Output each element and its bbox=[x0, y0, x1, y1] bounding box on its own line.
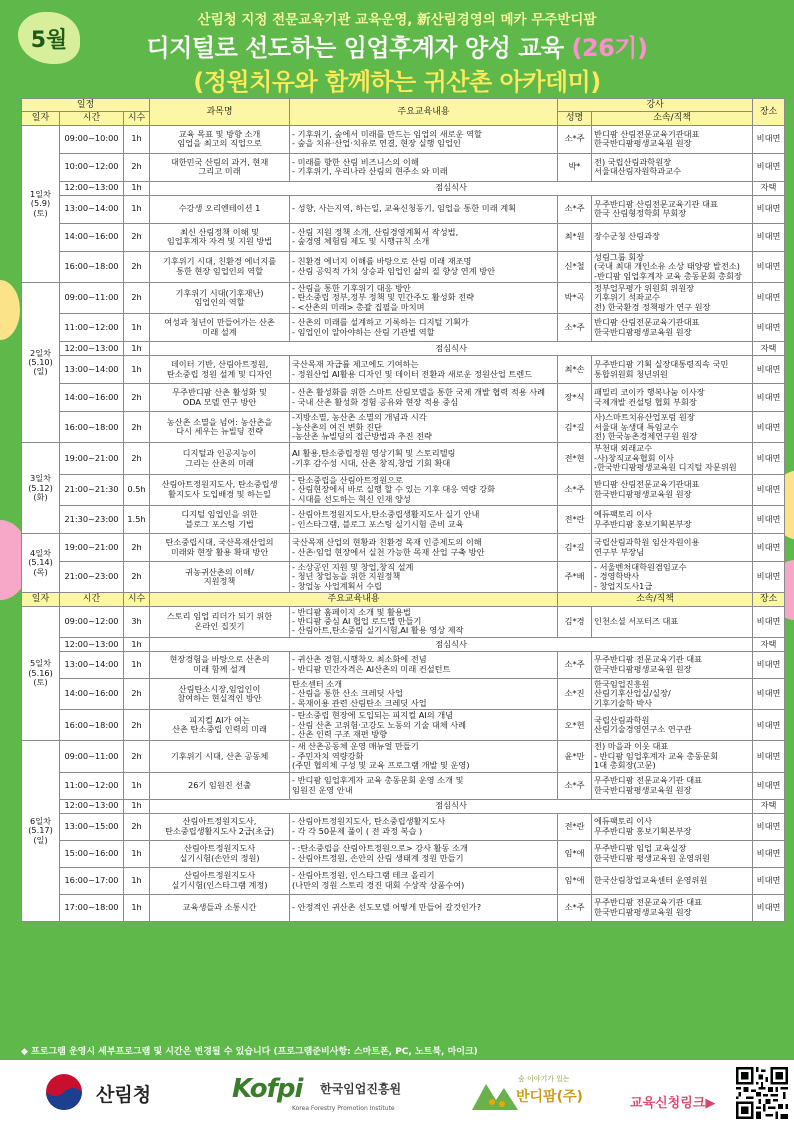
course-cell: 수강생 오리엔테이션 1 bbox=[150, 195, 290, 223]
course-cell: 데이터 기반, 산림아트정원, 탄소중립 정원 설계 및 디자인 bbox=[150, 356, 290, 384]
subhead-affil: 소속/직책 bbox=[558, 593, 753, 606]
header-title-cohort: (26기) bbox=[571, 34, 648, 62]
course-cell: 농산촌 소멸을 넘어: 농산촌을 다시 세우는 뉴빌딩 전략 bbox=[150, 412, 290, 443]
instructor-affil: 패밀리 코이카 행복나눔 이사장 국제개발 컨설팅 협회 부회장 bbox=[592, 384, 753, 412]
instructor-name: 박*곡 bbox=[558, 282, 592, 313]
content-cell: - 안정적인 귀산촌 선도모델 어떻게 만들어 갈것인가? bbox=[290, 894, 558, 921]
place-cell: 비대면 bbox=[753, 384, 785, 412]
table-row bbox=[22, 223, 785, 251]
time-cell: 12:00~13:00 bbox=[60, 342, 124, 356]
content-cell: - 귀산촌 경험,시행착오 최소화에 전념 - 반디팜 민간자격은 AI산촌의 미래 컨설턴트 bbox=[290, 651, 558, 678]
place-cell: 비대면 bbox=[753, 195, 785, 223]
subhead-hours: 시수 bbox=[124, 593, 150, 606]
hours-cell: 1h bbox=[124, 125, 150, 153]
hours-cell: 3h bbox=[124, 606, 150, 637]
instructor-affil: 성림그룹 회장 (국내 최대 개인소유 소상 태양광 발전소) -반디팜 임업후계자 교육 총동문회 총회장 bbox=[592, 251, 753, 282]
time-cell: 11:00~12:00 bbox=[60, 314, 124, 342]
kofpi-name: 한국임업진흥원 bbox=[320, 1082, 402, 1096]
table-row bbox=[22, 534, 785, 562]
time-cell: 09:00~11:00 bbox=[60, 741, 124, 772]
subhead-place: 장소 bbox=[753, 593, 785, 606]
hours-cell: 2h bbox=[124, 534, 150, 562]
content-cell: 국산목재 산업의 현황과 친환경 목재 인증제도의 이해 - 산촌·임업 현장에서 실천 가능한 목재 산업 구축 방안 bbox=[290, 534, 558, 562]
hours-cell: 2h bbox=[124, 412, 150, 443]
hours-cell: 1.5h bbox=[124, 506, 150, 534]
header-title bbox=[0, 28, 794, 63]
place-cell: 비대면 bbox=[753, 534, 785, 562]
hours-cell: 2h bbox=[124, 562, 150, 593]
instructor-name: 소*주 bbox=[558, 474, 592, 505]
instructor-affil: 에듀팩토리 이사 무주반디팜 홍보기획본부장 bbox=[592, 506, 753, 534]
hours-cell: 1h bbox=[124, 894, 150, 921]
course-cell: 교육 목표 및 방향 소개 임업을 최고의 직업으로 bbox=[150, 125, 290, 153]
place-cell: 비대면 bbox=[753, 741, 785, 772]
instructor-affil: 국립산림과학원 산림기술경영연구소 연구관 bbox=[592, 710, 753, 741]
instructor-affil: 무주반디팜 산림전문교육기관 대표 한국 산림형정학회 부회장 bbox=[592, 195, 753, 223]
lunch-label: 점심식사 bbox=[150, 637, 753, 651]
program-note: ◆ 프로그램 운영시 세부프로그램 및 시간은 변경될 수 있습니다 (프로그램준비사항: 스마트폰, PC, 노트북, 마이크) bbox=[21, 1047, 478, 1057]
place-cell: 비대면 bbox=[753, 474, 785, 505]
course-cell: 피지컬 AI가 여는 산촌 탄소중립 인력의 미래 bbox=[150, 710, 290, 741]
time-cell: 14:00~16:00 bbox=[60, 384, 124, 412]
instructor-name: 소*진 bbox=[558, 678, 592, 709]
footer bbox=[0, 1060, 794, 1123]
table-row bbox=[22, 251, 785, 282]
table-row bbox=[22, 813, 785, 840]
instructor-affil: 에듀팩토리 이사 무주반디팜 홍보기획본부장 bbox=[592, 813, 753, 840]
table-row bbox=[22, 562, 785, 593]
instructor-affil: 무주반디팜 전문교육기관 대표 한국반디팜평생교육원 원장 bbox=[592, 772, 753, 799]
kofpi-logo: Kofpi bbox=[232, 1074, 303, 1104]
place-cell: 비대면 bbox=[753, 894, 785, 921]
schedule-body-part2 bbox=[22, 606, 785, 921]
place-cell: 비대면 bbox=[753, 125, 785, 153]
time-cell: 19:00~21:00 bbox=[60, 534, 124, 562]
content-cell: - 산림을 통한 기후위기 대응 방안 - 탄소중립 정부,정부 정책 및 민간주도 활성화 전략 - <산촌의 미래> 총괄 집필을 마치며 bbox=[290, 282, 558, 313]
hours-cell: 1h bbox=[124, 356, 150, 384]
content-cell: - 미래를 향한 산림 비즈니스의 이해 - 기후위기, 우리나라 산림의 현주소 와 미래 bbox=[290, 153, 558, 181]
content-cell: - 소상공인 지원 및 창업,창직 설계 - 청년 창업농을 위한 지원정책 - 창업농 사업계획서 수립 bbox=[290, 562, 558, 593]
content-cell: - 산림 지원 정책 소개, 산림경영계획서 작성법, - 숲경영 체험림 제도 및 시행규칙 소개 bbox=[290, 223, 558, 251]
month-badge: 5월 bbox=[18, 12, 80, 64]
lunch-row bbox=[22, 637, 785, 651]
schedule-sheet bbox=[21, 98, 784, 922]
bandi-farm-name: 반디팜(주) bbox=[516, 1089, 583, 1105]
hours-cell: 2h bbox=[124, 153, 150, 181]
subhead-content: 주요교육내용 bbox=[150, 593, 558, 606]
content-cell: - 산촌의 미래를 설계하고 기록하는 디지털 기획가 - 임업인이 알아야하는 산림 기관별 역할 bbox=[290, 314, 558, 342]
header-title-main: 디지털로 선도하는 임업후계자 양성 교육 bbox=[146, 34, 564, 62]
place-cell: 비대면 bbox=[753, 153, 785, 181]
time-cell: 14:00~16:00 bbox=[60, 678, 124, 709]
time-cell: 12:00~13:00 bbox=[60, 637, 124, 651]
instructor-name: 장*식 bbox=[558, 384, 592, 412]
content-cell: - 산림아트정원지도사, 탄소중립생활지도사 - 각 각 50문제 풀이 ( 전 과정 복습 ) bbox=[290, 813, 558, 840]
table-row bbox=[22, 678, 785, 709]
place-cell: 자택 bbox=[753, 799, 785, 813]
table-row bbox=[22, 356, 785, 384]
lunch-label: 점심식사 bbox=[150, 181, 753, 195]
subhead-time: 시간 bbox=[60, 593, 124, 606]
instructor-affil: 전) 마을과 이웃 대표 - 반디팜 임업후계자 교육 총동문회 1대 총회장(고문) bbox=[592, 741, 753, 772]
table-row bbox=[22, 384, 785, 412]
poster-header bbox=[0, 0, 794, 98]
hours-cell: 1h bbox=[124, 840, 150, 867]
course-cell: 귀농귀산촌의 이해/ 지원정책 bbox=[150, 562, 290, 593]
time-cell: 13:00~14:00 bbox=[60, 356, 124, 384]
forest-service-logo-icon bbox=[44, 1072, 84, 1112]
table-row bbox=[22, 741, 785, 772]
place-cell: 비대면 bbox=[753, 223, 785, 251]
place-cell: 비대면 bbox=[753, 813, 785, 840]
content-cell: - 성향, 사는지역, 하는일, 교육신청동기, 임업을 통한 미래 계획 bbox=[290, 195, 558, 223]
place-cell: 비대면 bbox=[753, 443, 785, 474]
instructor-affil: 정부업무평가 위원회 위원장 기후위기 석좌교수 전) 한국환경 정책평가 연구 원장 bbox=[592, 282, 753, 313]
course-cell: 여성과 청년이 만들어가는 산촌 미래 설계 bbox=[150, 314, 290, 342]
instructor-name: 임*애 bbox=[558, 840, 592, 867]
instructor-name: 소*주 bbox=[558, 894, 592, 921]
hours-cell: 1h bbox=[124, 181, 150, 195]
content-cell: - 산촌 활성화를 위한 스마트 산림모델을 통한 국제 개발 협력 적용 사례 - 국내 산촌 활성화 경험 공유와 현장 적용 중심 bbox=[290, 384, 558, 412]
instructor-affil: 반디팜 산림전문교육기관대표 한국반디팜평생교육원 원장 bbox=[592, 125, 753, 153]
instructor-name: 주*배 bbox=[558, 562, 592, 593]
table-row bbox=[22, 153, 785, 181]
place-cell: 비대면 bbox=[753, 251, 785, 282]
lunch-row bbox=[22, 799, 785, 813]
content-cell: - 산림아트정원지도사,탄소중립생활지도사 실기 안내 - 인스타그램, 블로그 포스팅 실기시험 준비 교육 bbox=[290, 506, 558, 534]
table-row bbox=[22, 772, 785, 799]
content-cell: - 새 산촌공동체 운영 매뉴얼 만들기 - 주민자치 역량강화 (주민 협의체 구성 및 교육 프로그램 개발 및 운영) bbox=[290, 741, 558, 772]
hours-cell: 2h bbox=[124, 443, 150, 474]
course-cell: 산림아트정원지도사 실기시험(손안의 정원) bbox=[150, 840, 290, 867]
header-subtitle: 산림청 지정 전문교육기관 교육운영, 新산림경영의 메카 무주반디팜 bbox=[197, 12, 597, 28]
time-cell: 21:30~23:00 bbox=[60, 506, 124, 534]
place-cell: 비대면 bbox=[753, 314, 785, 342]
time-cell: 17:00~18:00 bbox=[60, 894, 124, 921]
head-hours: 시수 bbox=[124, 112, 150, 125]
hours-cell: 2h bbox=[124, 741, 150, 772]
instructor-name: 전*현 bbox=[558, 443, 592, 474]
content-cell: - :탄소중립을 산림아트정원으로> 강사 활동 소개 - 산림아트정원, 손안의 산림 생태계 정원 만들기 bbox=[290, 840, 558, 867]
content-cell: - 친환경 에너지 이해를 바탕으로 산림 미래 재조명 - 산림 공익적 가치 상승과 임업인 삶의 질 향상 연계 방안 bbox=[290, 251, 558, 282]
time-cell: 14:00~16:00 bbox=[60, 223, 124, 251]
table-row bbox=[22, 710, 785, 741]
instructor-name: 김*길 bbox=[558, 534, 592, 562]
content-cell: - 반디팜 홈페이지 소개 및 활용법 - 반디팜 중심 AI 협업 로드맵 만들기 - 산림아트,탄소중림 실기시험,AI 활용 영상 제작 bbox=[290, 606, 558, 637]
place-cell: 비대면 bbox=[753, 412, 785, 443]
course-cell: 기후위기 시대, 친환경 에너지를 통한 현장 임업인의 역할 bbox=[150, 251, 290, 282]
table-row bbox=[22, 282, 785, 313]
time-cell: 16:00~17:00 bbox=[60, 867, 124, 894]
time-cell: 13:00~14:00 bbox=[60, 195, 124, 223]
header-title-sub: (정원치유와 함께하는 귀산촌 아카데미) bbox=[193, 68, 601, 96]
instructor-affil: 한국산림창업교육센터 운영위원 bbox=[592, 867, 753, 894]
time-cell: 19:00~21:00 bbox=[60, 443, 124, 474]
hours-cell: 1h bbox=[124, 342, 150, 356]
instructor-affil: 국립산림과학원 임산자원이용 연구부 부장님 bbox=[592, 534, 753, 562]
course-cell: 디지털과 인공지능이 그리는 산촌의 미래 bbox=[150, 443, 290, 474]
hours-cell: 1h bbox=[124, 799, 150, 813]
time-cell: 12:00~13:00 bbox=[60, 799, 124, 813]
table-row bbox=[22, 894, 785, 921]
table-row bbox=[22, 195, 785, 223]
schedule-body-part1 bbox=[22, 125, 785, 593]
content-cell: 탄소센터 소개 - 산림을 통한 산소 크레딧 사업 - 목재이용 관련 산림탄소 크레딧 사업 bbox=[290, 678, 558, 709]
place-cell: 비대면 bbox=[753, 678, 785, 709]
instructor-affil: 장수군청 산림과장 bbox=[592, 223, 753, 251]
kofpi-en: Korea Forestry Promotion Institute bbox=[292, 1105, 395, 1112]
head-name: 성명 bbox=[558, 112, 592, 125]
instructor-affil: 무주반디팜 임업 교육실장 한국반디팜 평생교육원 운영위원 bbox=[592, 840, 753, 867]
course-cell: 무주반디팜 산촌 활성화 및 ODA 모델 연구 방안 bbox=[150, 384, 290, 412]
place-cell: 비대면 bbox=[753, 506, 785, 534]
head-day: 일자 bbox=[22, 112, 60, 125]
time-cell: 11:00~12:00 bbox=[60, 772, 124, 799]
course-cell: 산림아트정원지도사, 탄소중립생 활지도사 도입배경 및 하는일 bbox=[150, 474, 290, 505]
instructor-affil: 전) 국립산림과학원장 서울대산림자원학과교수 bbox=[592, 153, 753, 181]
place-cell: 자택 bbox=[753, 181, 785, 195]
table-row bbox=[22, 443, 785, 474]
head-place: 장소 bbox=[753, 99, 785, 126]
hours-cell: 1h bbox=[124, 195, 150, 223]
instructor-name: 윤*만 bbox=[558, 741, 592, 772]
place-cell: 비대면 bbox=[753, 356, 785, 384]
course-cell: 26기 임원진 선출 bbox=[150, 772, 290, 799]
place-cell: 비대면 bbox=[753, 562, 785, 593]
table-row bbox=[22, 412, 785, 443]
place-cell: 비대면 bbox=[753, 651, 785, 678]
instructor-name: 소*주 bbox=[558, 195, 592, 223]
lunch-label: 점심식사 bbox=[150, 799, 753, 813]
instructor-name: 소*주 bbox=[558, 772, 592, 799]
place-cell: 자택 bbox=[753, 342, 785, 356]
hours-cell: 2h bbox=[124, 813, 150, 840]
instructor-affil: 반디팜 산림전문교육기관대표 한국반디팜평생교육원 원장 bbox=[592, 314, 753, 342]
instructor-affil: 부천대 외래교수 -사)창직교육협회 이사 -한국반디팜평생교육원 디지털 자문위원 bbox=[592, 443, 753, 474]
instructor-affil: 사)스마트치유산업포럼 원장 서울대 농생대 특임교수 전) 한국농촌경제연구원 원장 bbox=[592, 412, 753, 443]
day-cell: 3일차 (5.12) (화) bbox=[22, 443, 60, 534]
course-cell: 디지털 임업인을 위한 블로그 포스팅 기법 bbox=[150, 506, 290, 534]
bandi-farm-tag: 숲 이야기가 있는 bbox=[518, 1075, 570, 1083]
lunch-row bbox=[22, 181, 785, 195]
place-cell: 비대면 bbox=[753, 867, 785, 894]
table-row bbox=[22, 474, 785, 505]
instructor-affil: 한국임업진흥원 산림기후산업실/실장/ 기후기술학 박사 bbox=[592, 678, 753, 709]
hours-cell: 1h bbox=[124, 651, 150, 678]
place-cell: 비대면 bbox=[753, 606, 785, 637]
time-cell: 16:00~18:00 bbox=[60, 710, 124, 741]
time-cell: 15:00~16:00 bbox=[60, 840, 124, 867]
instructor-name: 오*헌 bbox=[558, 710, 592, 741]
instructor-affil: - 서울벤처대학원겸임교수 - 경영학박사 - 창업지도사1급 bbox=[592, 562, 753, 593]
content-cell: AI 활용,탄소중립정원 영상기획 및 스토리텔링 -기후 감수성 시대, 산촌 창직,창업 기회 확대 bbox=[290, 443, 558, 474]
instructor-name: 소*주 bbox=[558, 314, 592, 342]
hours-cell: 1h bbox=[124, 867, 150, 894]
hours-cell: 2h bbox=[124, 678, 150, 709]
instructor-name: 임*애 bbox=[558, 867, 592, 894]
content-cell: - 탄소중립을 산림아트정원으로 - 산림현장에서 바로 실행 할 수 있는 기후 대응 역량 강화 - 시대를 선도하는 혁신 인재 양성 bbox=[290, 474, 558, 505]
time-cell: 16:00~18:00 bbox=[60, 251, 124, 282]
content-cell: - 기후위기, 숲에서 미래를 만드는 임업의 새로운 역할 - 숲을 치유·산업·치유로 연결, 현장 실행 임업인 bbox=[290, 125, 558, 153]
place-cell: 비대면 bbox=[753, 710, 785, 741]
time-cell: 09:00~11:00 bbox=[60, 282, 124, 313]
instructor-name: 전*란 bbox=[558, 506, 592, 534]
decor-blob-left-yellow bbox=[0, 280, 20, 340]
table-row bbox=[22, 125, 785, 153]
instructor-name: 소*주 bbox=[558, 651, 592, 678]
hours-cell: 1h bbox=[124, 637, 150, 651]
instructor-name: 최*원 bbox=[558, 223, 592, 251]
hours-cell: 2h bbox=[124, 251, 150, 282]
day-cell: 1일차 (5.9) (토) bbox=[22, 125, 60, 282]
time-cell: 16:00~18:00 bbox=[60, 412, 124, 443]
instructor-name: 김*길 bbox=[558, 412, 592, 443]
place-cell: 자택 bbox=[753, 637, 785, 651]
content-cell: - 탄소중립 현장에 도입되는 피지컬 AI의 개념 - 산림 산촌 고위험·고강도 노동의 기술 대체 사례 - 산촌 인력 구조 재편 방향 bbox=[290, 710, 558, 741]
time-cell: 21:00~23:00 bbox=[60, 562, 124, 593]
instructor-affil: 무주반디팜 전문교육기관 대표 한국반디팜평생교육원 원장 bbox=[592, 651, 753, 678]
instructor-name: 전*란 bbox=[558, 813, 592, 840]
apply-link[interactable]: 교육신청링크▶ bbox=[630, 1096, 716, 1111]
lunch-label: 점심식사 bbox=[150, 342, 753, 356]
course-cell: 최신 산림정책 이해 및 임업후계자 자격 및 지원 방법 bbox=[150, 223, 290, 251]
table-row bbox=[22, 606, 785, 637]
course-cell: 산림탄소시장,임업인이 참여하는 현실적인 방안 bbox=[150, 678, 290, 709]
instructor-affil: 무주반디팜 기획 실장대통령직속 국민 통합위원회 청년위원 bbox=[592, 356, 753, 384]
head-schedule: 일정 bbox=[22, 99, 150, 112]
content-cell: -지방소멸, 농산촌 소멸의 개념과 시각 -농산촌의 여건 변화 진단 -농산촌 뉴빌딩의 접근방법과 추진 전략 bbox=[290, 412, 558, 443]
table-row bbox=[22, 314, 785, 342]
hours-cell: 2h bbox=[124, 223, 150, 251]
course-cell: 기후위기 시대(기후재난) 임업인의 역할 bbox=[150, 282, 290, 313]
course-cell: 교육생들과 소통시간 bbox=[150, 894, 290, 921]
instructor-name: 소*주 bbox=[558, 125, 592, 153]
head-course: 과목명 bbox=[150, 99, 290, 126]
hours-cell: 1h bbox=[124, 314, 150, 342]
course-cell: 기후위기 시대, 산촌 공동체 bbox=[150, 741, 290, 772]
instructor-name: 신*철 bbox=[558, 251, 592, 282]
table-row bbox=[22, 867, 785, 894]
table-row bbox=[22, 651, 785, 678]
course-cell: 스토리 임업 리더가 되기 위한 온라인 집짓기 bbox=[150, 606, 290, 637]
place-cell: 비대면 bbox=[753, 772, 785, 799]
head-instructor: 강사 bbox=[558, 99, 753, 112]
day-cell: 6일차 (5.17) (일) bbox=[22, 741, 60, 921]
place-cell: 비대면 bbox=[753, 282, 785, 313]
time-cell: 09:00~10:00 bbox=[60, 125, 124, 153]
time-cell: 13:00~14:00 bbox=[60, 651, 124, 678]
time-cell: 10:00~12:00 bbox=[60, 153, 124, 181]
instructor-name: 최*손 bbox=[558, 356, 592, 384]
forest-service-name: 산림청 bbox=[96, 1084, 152, 1106]
instructor-affil: 인천소셜 서포터즈 대표 bbox=[592, 606, 753, 637]
content-cell: 국산목재 자급률 제고에도 기여하는 - 정원산업 AI활용 디자인 및 데이터 전환과 새로운 정원산업 트렌드 bbox=[290, 356, 558, 384]
course-cell: 산림아트정원지도사, 탄소중립생활지도사 2급(초급) bbox=[150, 813, 290, 840]
course-cell: 탄소중립시대, 국산목재산업의 미래와 현장 활용 확대 방안 bbox=[150, 534, 290, 562]
hours-cell: 2h bbox=[124, 384, 150, 412]
time-cell: 21:00~21:30 bbox=[60, 474, 124, 505]
content-cell: - 산림아트정원, 인스타그램 테크 올리기 (나만의 정원 스토리 경진 대회 수상작 상품수여) bbox=[290, 867, 558, 894]
subhead-day: 일자 bbox=[22, 593, 60, 606]
schedule-subhead bbox=[22, 593, 785, 606]
instructor-name: 김*경 bbox=[558, 606, 592, 637]
qr-code-icon[interactable] bbox=[736, 1067, 788, 1119]
hours-cell: 1h bbox=[124, 772, 150, 799]
head-affil: 소속/직책 bbox=[592, 112, 753, 125]
day-cell: 4일차 (5.14) (목) bbox=[22, 534, 60, 593]
content-cell: - 반디팜 임업후계자 교육 총동문회 운영 소개 및 임원진 운영 안내 bbox=[290, 772, 558, 799]
bandi-farm-logo-icon bbox=[472, 1076, 518, 1112]
time-cell: 13:00~15:00 bbox=[60, 813, 124, 840]
day-cell: 2일차 (5.10) (일) bbox=[22, 282, 60, 443]
time-cell: 09:00~12:00 bbox=[60, 606, 124, 637]
table-row bbox=[22, 840, 785, 867]
table-row bbox=[22, 506, 785, 534]
hours-cell: 2h bbox=[124, 710, 150, 741]
instructor-name: 박* bbox=[558, 153, 592, 181]
head-content: 주요교육내용 bbox=[290, 99, 558, 126]
instructor-affil: 무주반디팜 전문교육기관 대표 한국반디팜평생교육원 원장 bbox=[592, 894, 753, 921]
course-cell: 현장경험을 바탕으로 산촌의 미래 함께 설계 bbox=[150, 651, 290, 678]
course-cell: 산림아트정원지도사 실기시험(인스타그램 계정) bbox=[150, 867, 290, 894]
time-cell: 12:00~13:00 bbox=[60, 181, 124, 195]
hours-cell: 2h bbox=[124, 282, 150, 313]
hours-cell: 0.5h bbox=[124, 474, 150, 505]
course-cell: 대한민국 산림의 과거, 현재 그리고 미래 bbox=[150, 153, 290, 181]
lunch-row bbox=[22, 342, 785, 356]
instructor-affil: 반디팜 산림전문교육기관대표 한국반디팜평생교육원 원장 bbox=[592, 474, 753, 505]
day-cell: 5일차 (5.16) (토) bbox=[22, 606, 60, 741]
schedule-table bbox=[21, 98, 785, 922]
head-time: 시간 bbox=[60, 112, 124, 125]
place-cell: 비대면 bbox=[753, 840, 785, 867]
